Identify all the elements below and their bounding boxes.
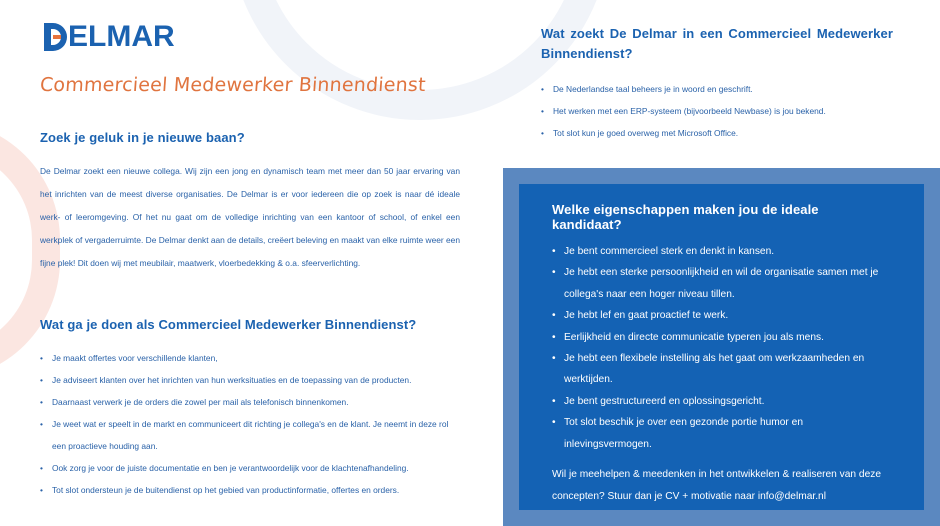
- list-item: • De Nederlandse taal beheers je in woord en geschrift.: [541, 78, 893, 100]
- qualities-outro: Wil je meehelpen & meedenken in het ontwikkelen & realiseren van deze concepten? Stuur dan je CV + motivatie naar info@delmar.nl: [552, 469, 882, 503]
- requirements-heading: Wat zoekt De Delmar in een Commercieel Medewerker Binnendienst?: [541, 26, 893, 61]
- job-title: Commercieel Medewerker Binnendienst: [39, 74, 427, 96]
- list-item: • Tot slot kun je goed overweg met Microsoft Office.: [541, 122, 893, 144]
- list-item: • Je bent commercieel sterk en denkt in kansen.: [552, 241, 888, 262]
- intro-heading: Zoek je geluk in je nieuwe baan?: [40, 130, 245, 145]
- tasks-heading: Wat ga je doen als Commercieel Medewerker Binnendienst?: [40, 317, 417, 332]
- list-item: • Je bent gestructureerd en oplossingsgericht.: [552, 391, 888, 412]
- logo-text: ELMAR: [68, 20, 175, 53]
- list-item: • Eerlijkheid en directe communicatie typeren jou als mens.: [552, 327, 888, 348]
- list-item: • Daarnaast verwerk je de orders die zowel per mail als telefonisch binnenkomen.: [40, 391, 460, 413]
- delmar-logo: [44, 20, 175, 53]
- list-item: • Je hebt een sterke persoonlijkheid en wil de organisatie samen met je collega's naar een hoger niveau tillen.: [552, 262, 888, 305]
- qualities-heading: Welke eigenschappen maken jou de ideale kandidaat?: [552, 202, 819, 232]
- list-item: • Ook zorg je voor de juiste documentatie en ben je verantwoordelijk voor de klachtenafhandeling.: [40, 457, 460, 479]
- tasks-list: [40, 347, 460, 501]
- list-item: • Het werken met een ERP-systeem (bijvoorbeeld Newbase) is jou bekend.: [541, 100, 893, 122]
- qualities-box-inner: [519, 184, 924, 510]
- list-item: • Je adviseert klanten over het inrichten van hun werksituaties en de toepassing van de producten.: [40, 369, 460, 391]
- list-item: • Je maakt offertes voor verschillende klanten,: [40, 347, 460, 369]
- intro-paragraph: De Delmar zoekt een nieuwe collega. Wij zijn een jong en dynamisch team met meer dan 50 jaar ervaring van het inrichten van de meest diverse organisaties. De Delmar is er voor iedereen die op zoek is naar dé ideale werk- of leeromgeving. Of het nu gaat om de volledige inrichting van een kantoor of school, of enkel een werkplek of vergaderruimte. De Delmar denkt aan de details, creëert beleving en maakt van elke ruimte weer een fijne plek! Dit doen wij met meubilair, maatwerk, vloerbedekking & o.a. sfeerverlichting.: [40, 166, 460, 268]
- requirements-list: [541, 78, 893, 144]
- qualities-box: [503, 168, 940, 526]
- list-item: • Tot slot ondersteun je de buitendienst op het gebied van productinformatie, offertes en orders.: [40, 479, 460, 501]
- qualities-list: [552, 241, 888, 455]
- list-item: • Tot slot beschik je over een gezonde portie humor en inlevingsvermogen.: [552, 412, 888, 455]
- list-item: • Je hebt lef en gaat proactief te werk.: [552, 305, 888, 326]
- list-item: • Je weet wat er speelt in de markt en communiceert dit richting je collega's en de klant. Je neemt in deze rol een proactieve houding aan.: [40, 413, 460, 457]
- list-item: • Je hebt een flexibele instelling als het gaat om werkzaamheden en werktijden.: [552, 348, 888, 391]
- logo-d-mark-icon: [44, 23, 67, 51]
